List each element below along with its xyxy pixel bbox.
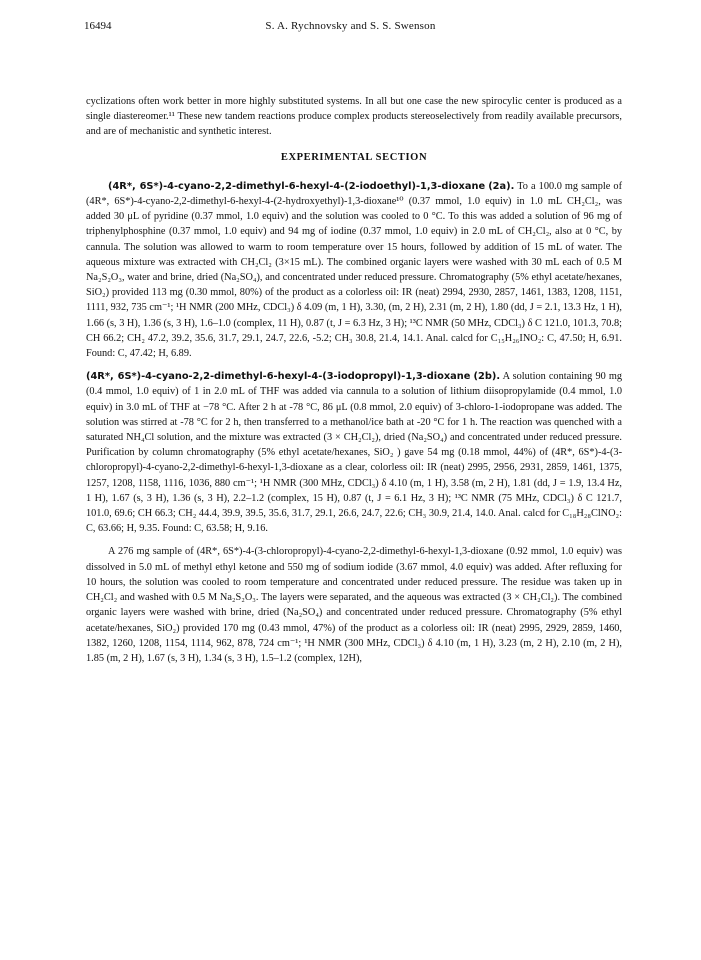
compound-title: (4R*, 6S*)-4-cyano-2,2-dimethyl-6-hexyl-4-(2-iodoethyl)-1,3-dioxane [108, 180, 486, 192]
intro-paragraph: cyclizations often work better in more highly substituted systems. In all but one case the new spirocylic center is produced as a single diastereomer.¹¹ These new tandem reactions produce complex products stereoselectively from readily available precursors, and are of mechanistic and synthetic interest. [86, 96, 622, 138]
section-title: EXPERIMENTAL SECTION [280, 151, 428, 163]
compound-id: (2a). [488, 180, 515, 192]
compound-id: (2b). [473, 371, 501, 383]
compound-title: (4R*, 6S*)-4-cyano-2,2-dimethyl-6-hexyl-4-(3-iodopropyl)-1,3-dioxane [86, 371, 471, 383]
experimental-entry-2b [86, 369, 622, 536]
procedure-text: A solution containing 90 mg (0.4 mmol, 1.0 equiv) of 1 in 2.0 mL of THF was added via cannula to a solution of lithium diisopropylamide (0.4 mmol, 1.0 equiv) in 3.0 mL of THF at −78 °C. After 2 h at -78 °C, 86 μL (0.8 mmol, 2.0 equiv) of 3-chloro-1-iodopropane was added. The solution was stirred at -78 °C for 2 h, then transferred to a methanol/ice bath at -20 °C for 1 h. The reaction was quenched with a saturated NH₄Cl solution, and the mixture was extracted (3 × CH₂Cl₂), dried (Na₂SO₄) and concentrated under reduced pressure. Purification by column chromatography (5% ethyl acetate/hexanes, SiO₂ ) gave 54 mg (0.18 mmol, 44%) of (4R*, 6S*)-4-(3-chloropropyl)-4-cyano-2,2-dimethyl-6-hexyl-1,3-dioxane as a clear, colorless oil: IR (neat) 2995, 2956, 2931, 2859, 1461, 1375, 1257, 1208, 1158, 1116, 1036, 880 cm⁻¹; ¹H NMR (300 MHz, CDCl₃) δ 4.10 (m, 1 H), 3.58 (m, 2 H), 1.81 (dd, J = 1.9, 13.4 Hz, 1 H), 1.67 (s, 3 H), 1.36 (s, 3 H), 2.2–1.2 (complex, 15 H), 0.87 (t, J = 6.1 Hz, 3 H); ¹³C NMR (75 MHz, CDCl₃) δ C 121.7, 101.0, 69.6; CH 66.3; CH₂ 44.4, 39.9, 39.5, 35.6, 31.7, 29.1, 26.6, 24.7, 22.6; CH₃ 30.9, 21.4, 14.0. Anal. calcd for C₁₈H₂₈ClNO₂: C, 63.66; H, 9.35. Found: C, 63.58; H, 9.16. [86, 371, 623, 535]
author-line: S. A. Rychnovsky and S. S. Swenson [265, 20, 436, 32]
procedure-text: To a 100.0 mg sample of (4R*, 6S*)-4-cyano-2,2-dimethyl-6-hexyl-4-(2-hydroxyethyl)-1,3-dioxane¹⁰ (0.37 mmol, 1.0 equiv) in 1.0 mL CH₂Cl₂, was added 30 μL of pyridine (0.37 mmol, 1.0 equiv) and the solution was cooled to 0 °C. To this was added a solution of 96 mg of triphenylphosphine (0.37 mmol, 1.0 equiv) and 94 mg of iodine (0.37 mmol, 1.0 equiv) in 2.0 mL of CH₂Cl₂, also at 0 °C, by cannula. The solution was allowed to warm to room temperature over 15 hours, followed by addition of 15 mL of water. The aqueous mixture was extracted with CH₂Cl₂ (3×15 mL). The combined organic layers were washed with 30 mL each of 0.5 M Na₂S₂O₃, water and brine, dried (Na₂SO₄), and concentrated under reduced pressure. Chromatography (5% ethyl acetate/hexanes, SiO₂) provided 113 mg (0.30 mmol, 80%) of the product as a colorless oil: IR (neat) 2994, 2930, 2857, 1461, 1383, 1208, 1151, 1111, 932, 735 cm⁻¹; ¹H NMR (200 MHz, CDCl₃) δ 4.09 (m, 1 H), 3.30, (m, 2 H), 2.31 (m, 2 H), 1.80 (dd, J = 2.1, 13.3 Hz, 1 H), 1.66 (s, 3 H), 1.36 (s, 3 H), 1.6–1.0 (complex, 11 H), 0.87 (t, J = 6.3 Hz, 3 H); ¹³C NMR (50 MHz, CDCl₃) δ C 121.0, 101.3, 70.8; CH 66.2; CH₂ 47.2, 39.2, 35.6, 31.7, 29.1, 24.7, 22.6, -5.2; CH₃ 30.8, 21.4, 14.1. Anal. calcd for C₁₅H₂₆INO₂: C, 47.50; H, 6.91. Found: C, 47.42; H, 6.89. [86, 180, 623, 360]
experimental-entry-2a [86, 179, 622, 361]
running-head [86, 20, 615, 36]
final-paragraph: A 276 mg sample of (4R*, 6S*)-4-(3-chloropropyl)-4-cyano-2,2-dimethyl-6-hexyl-1,3-dioxane (0.92 mmol, 1.0 equiv) was dissolved in 5.0 mL of methyl ethyl ketone and 550 mg of sodium iodide (3.67 mmol, 4.0 equiv) was added. After refluxing for 10 hours, the solution was cooled to room temperature and concentrated under reduced pressure. The residue was taken up in CH₂Cl₂ and washed with 0.5 M Na₂S₂O₃. The layers were separated, and the aqueous was extracted (3 × CH₂Cl₂). The combined organic layers were washed with brine, dried (Na₂SO₄) and concentrated under reduced pressure. Chromatography (5% ethyl acetate/hexanes, SiO₂) provided 170 mg (0.43 mmol, 47%) of the product as a colorless oil: IR (neat) 2995, 2929, 2859, 1460, 1382, 1260, 1208, 1154, 1114, 962, 878, 724 cm⁻¹; ¹H NMR (300 MHz, CDCl₃) δ 4.10 (m, 1 H), 3.23 (m, 2 H), 2.10 (m, 2 H), 1.85 (m, 2 H), 1.67 (s, 3 H), 1.34 (s, 3 H), 1.5–1.2 (complex, 12H), [86, 546, 622, 664]
page-number: 16494 [84, 20, 112, 32]
body-text [86, 94, 622, 674]
